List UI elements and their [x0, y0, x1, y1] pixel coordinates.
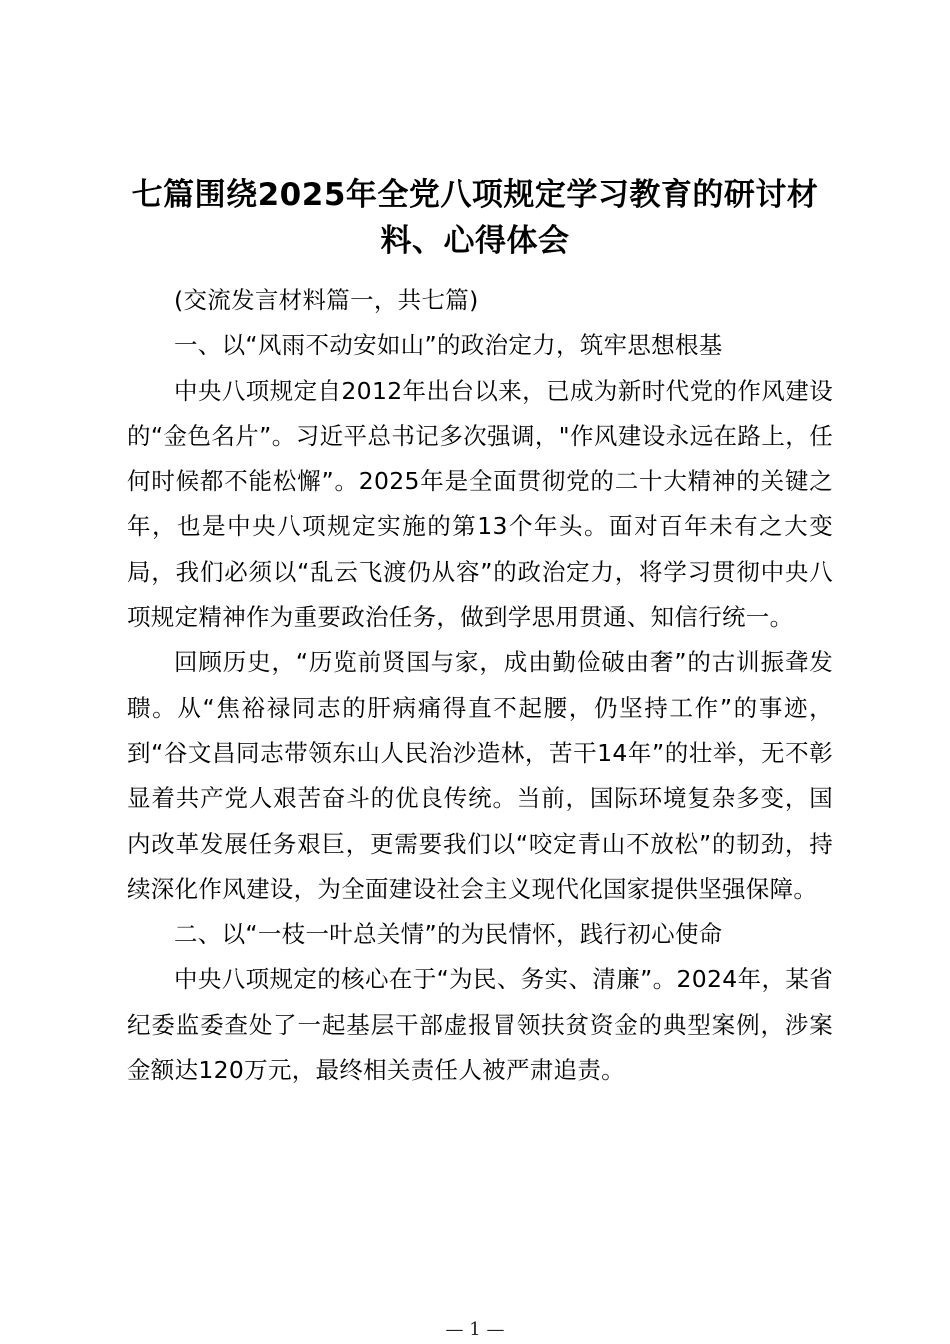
section-heading-2: 二、以“一枝一叶总关情”的为民情怀，践行初心使命	[174, 920, 723, 949]
section-heading-1: 一、以“风雨不动安如山”的政治定力，筑牢思想根基	[174, 331, 723, 360]
document-body	[127, 278, 833, 1093]
paragraph: 回顾历史，“历览前贤国与家，成由勤俭破由奢”的古训振聋发聩。从“焦裕禄同志的肝病痛得直不起腰，仍坚持工作”的事迹，到“谷文昌同志带领东山人民治沙造林，苦干14年”的壮举，无不彰显着共产党人艰苦奋斗的优良传统。当前，国际环境复杂多变，国内改革发展任务艰巨，更需要我们以“咬定青山不放松”的韧劲，持续深化作风建设，为全面建设社会主义现代化国家提供坚强保障。	[127, 648, 833, 903]
document-title: 七篇围绕2025年全党八项规定学习教育的研讨材料、心得体会	[131, 177, 819, 259]
paragraph: 中央八项规定自2012年出台以来，已成为新时代党的作风建设的“金色名片”。习近平总书记多次强调，"作风建设永远在路上，任何时候都不能松懈”。2025年是全面贯彻党的二十大精神的关键之年，也是中央八项规定实施的第13个年头。面对百年未有之大变局，我们必须以“乱云飞渡仍从容”的政治定力，将学习贯彻中央八项规定精神作为重要政治任务，做到学思用贯通、知信行统一。	[127, 376, 833, 632]
page-number: — 1 —	[445, 1319, 505, 1340]
paragraph: 中央八项规定的核心在于“为民、务实、清廉”。2024年，某省纪委监委查处了一起基层干部虚报冒领扶贫资金的典型案例，涉案金额达120万元，最终相关责任人被严肃追责。	[127, 965, 833, 1085]
document-subtitle: (交流发言材料篇一，共七篇)	[174, 286, 479, 314]
